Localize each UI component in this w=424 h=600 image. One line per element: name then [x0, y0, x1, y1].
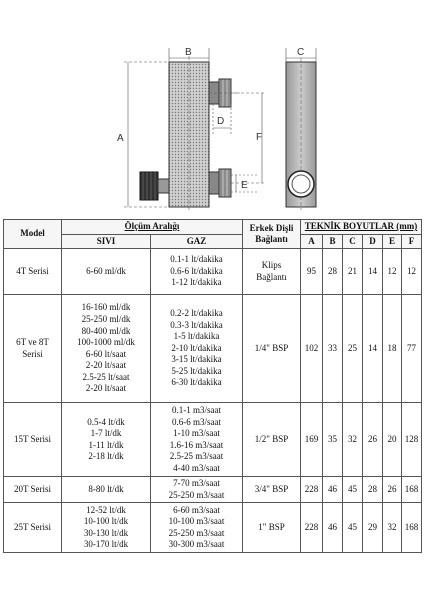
connection-line: 3/4" BSP	[254, 483, 289, 494]
dim-b-cell: 28	[323, 249, 343, 295]
liquid-range-cell	[62, 477, 151, 503]
dim-c-cell: 21	[343, 249, 363, 295]
connection-cell	[243, 477, 301, 503]
dim-d-cell: 14	[363, 249, 383, 295]
header-row-top	[4, 220, 422, 235]
dim-label-a: A	[117, 133, 124, 144]
gas-range-line: 1-5 lt/dakika	[173, 331, 220, 342]
dim-f-cell: 168	[402, 503, 422, 553]
model-line: Serisi	[22, 348, 43, 359]
gas-range-line: 0.6-6 m3/saat	[172, 416, 221, 427]
connection-line: 1/2" BSP	[254, 433, 289, 444]
model-line: 4T Serisi	[16, 265, 49, 276]
liquid-range-line: 30-130 lt/dk	[83, 527, 129, 538]
header-model: Model	[4, 220, 62, 249]
connection-line: 1" BSP	[258, 521, 285, 532]
liquid-range-line: 30-170 lt/dk	[83, 539, 129, 550]
header-dim-f: F	[402, 234, 422, 249]
table-row	[4, 477, 422, 503]
spec-table-body	[4, 249, 422, 553]
table-row	[4, 249, 422, 295]
bottom-fitting	[209, 172, 219, 194]
model-cell	[4, 295, 62, 403]
connection-cell	[243, 503, 301, 553]
liquid-range-line: 100-1000 ml/dk	[77, 337, 135, 348]
header-dim-c: C	[343, 234, 363, 249]
table-row	[4, 403, 422, 477]
gas-range-line: 2.5-25 m3/saat	[169, 451, 224, 462]
dim-b-cell: 35	[323, 403, 343, 477]
dim-e-cell: 12	[383, 249, 402, 295]
front-view	[117, 47, 266, 210]
dim-e-cell: 26	[383, 477, 402, 503]
gas-range-line: 3-15 lt/dakika	[171, 354, 222, 365]
gas-range-line: 5-25 lt/dakika	[171, 365, 222, 376]
liquid-range-line: 2-18 lt/dk	[88, 451, 124, 462]
model-cell	[4, 477, 62, 503]
model-line: 20T Serisi	[13, 483, 52, 494]
model-line: 25T Serisi	[13, 521, 52, 532]
gas-range-line: 2-10 lt/dakika	[171, 342, 222, 353]
gas-range-line: 6-60 m3/saat	[173, 504, 220, 515]
gas-range-line: 25-250 m3/saat	[168, 489, 225, 500]
liquid-range-line: 2-20 lt/saat	[85, 360, 127, 371]
gas-range-line: 1-12 lt/dakika	[171, 277, 222, 288]
dim-label-d: D	[217, 116, 225, 127]
dim-label-b: B	[185, 47, 192, 58]
side-view	[286, 47, 316, 210]
liquid-range-line: 80-400 ml/dk	[81, 325, 131, 336]
dim-d-cell: 14	[363, 295, 383, 403]
model-cell	[4, 403, 62, 477]
flowmeter-drawing	[0, 0, 424, 218]
header-gas: GAZ	[151, 234, 243, 249]
liquid-range-cell	[62, 295, 151, 403]
table-row	[4, 295, 422, 403]
dim-a-cell: 228	[301, 477, 323, 503]
liquid-range-line: 1-7 lt/dk	[90, 428, 122, 439]
gas-range-line: 4-40 m3/saat	[173, 462, 220, 473]
connection-cell	[243, 295, 301, 403]
dim-e-cell: 20	[383, 403, 402, 477]
dim-d-cell: 29	[363, 503, 383, 553]
liquid-range-line: 25-250 ml/dk	[81, 313, 131, 324]
dim-c-cell: 45	[343, 503, 363, 553]
header-dim-a: A	[301, 234, 323, 249]
gas-range-line: 10-100 m3/saat	[168, 516, 225, 527]
gas-range-line: 1.6-16 m3/saat	[169, 439, 224, 450]
header-dim-e: E	[383, 234, 402, 249]
gas-range-cell	[151, 295, 243, 403]
dim-d-cell: 26	[363, 403, 383, 477]
gas-range-line: 25-250 m3/saat	[168, 527, 225, 538]
gas-range-line: 0.3-3 lt/dakika	[170, 319, 223, 330]
dim-label-c: C	[297, 47, 305, 58]
liquid-range-cell	[62, 403, 151, 477]
liquid-range-line: 8-80 lt/dk	[88, 483, 124, 494]
dim-c-cell: 25	[343, 295, 363, 403]
liquid-range-line: 12-52 lt/dk	[86, 504, 126, 515]
gas-range-line: 0.1-1 lt/dakika	[170, 254, 223, 265]
connection-line: Klips	[261, 260, 282, 271]
liquid-range-line: 2-20 lt/saat	[85, 383, 127, 394]
dim-b-cell: 33	[323, 295, 343, 403]
dim-b-cell: 46	[323, 503, 343, 553]
dim-a-cell: 95	[301, 249, 323, 295]
dim-e-cell: 32	[383, 503, 402, 553]
connection-line: Bağlantı	[256, 271, 287, 282]
gas-range-cell	[151, 249, 243, 295]
header-row-bottom	[4, 234, 422, 249]
dim-b-cell: 46	[323, 477, 343, 503]
liquid-range-line: 6-60 ml/dk	[86, 265, 126, 276]
dim-e-cell: 18	[383, 295, 402, 403]
dim-c-cell: 45	[343, 477, 363, 503]
header-connection: Erkek Dişli Bağlantı	[243, 220, 301, 249]
header-range: Ölçüm Aralığı	[62, 220, 243, 235]
dim-a-cell: 102	[301, 295, 323, 403]
liquid-range-line: 10-100 lt/dk	[83, 516, 129, 527]
spec-table	[3, 219, 422, 553]
connection-cell	[243, 403, 301, 477]
gas-range-line: 1-10 m3/saat	[173, 428, 220, 439]
connection-cell	[243, 249, 301, 295]
dim-label-f: F	[256, 132, 263, 143]
model-cell	[4, 249, 62, 295]
table-row	[4, 503, 422, 553]
gas-range-line: 6-30 lt/dakika	[171, 377, 222, 388]
dim-label-e: E	[241, 180, 248, 191]
model-cell	[4, 503, 62, 553]
gas-range-cell	[151, 503, 243, 553]
dim-a-cell: 169	[301, 403, 323, 477]
dim-c-cell: 32	[343, 403, 363, 477]
header-liquid: SIVI	[62, 234, 151, 249]
dim-d-cell: 28	[363, 477, 383, 503]
model-line: 6T ve 8T	[16, 337, 49, 348]
dim-f-cell: 128	[402, 403, 422, 477]
gas-range-line: 0.6-6 lt/dakika	[170, 265, 223, 276]
model-line: 15T Serisi	[13, 433, 52, 444]
gas-range-line: 0.1-1 m3/saat	[172, 404, 221, 415]
liquid-range-line: 2.5-25 lt/saat	[82, 371, 130, 382]
liquid-range-cell	[62, 249, 151, 295]
liquid-range-line: 16-160 ml/dk	[81, 302, 131, 313]
header-dimensions: TEKNİK BOYUTLAR (mm)	[301, 220, 422, 235]
header-dim-d: D	[363, 234, 383, 249]
liquid-range-line: 6-60 lt/saat	[85, 348, 127, 359]
gas-range-line: 7-70 m3/saat	[173, 478, 220, 489]
dim-f-cell: 12	[402, 249, 422, 295]
dim-f-cell: 77	[402, 295, 422, 403]
gas-range-line: 0.2-2 lt/dakika	[170, 308, 223, 319]
gas-range-line: 30-300 m3/saat	[168, 539, 225, 550]
liquid-range-line: 1-11 lt/dk	[88, 439, 124, 450]
liquid-range-line: 0.5-4 lt/dk	[87, 416, 125, 427]
gas-range-cell	[151, 403, 243, 477]
dim-f-cell: 168	[402, 477, 422, 503]
connection-line: 1/4" BSP	[254, 342, 289, 353]
liquid-range-cell	[62, 503, 151, 553]
header-dim-b: B	[323, 234, 343, 249]
gas-range-cell	[151, 477, 243, 503]
dim-a-cell: 228	[301, 503, 323, 553]
